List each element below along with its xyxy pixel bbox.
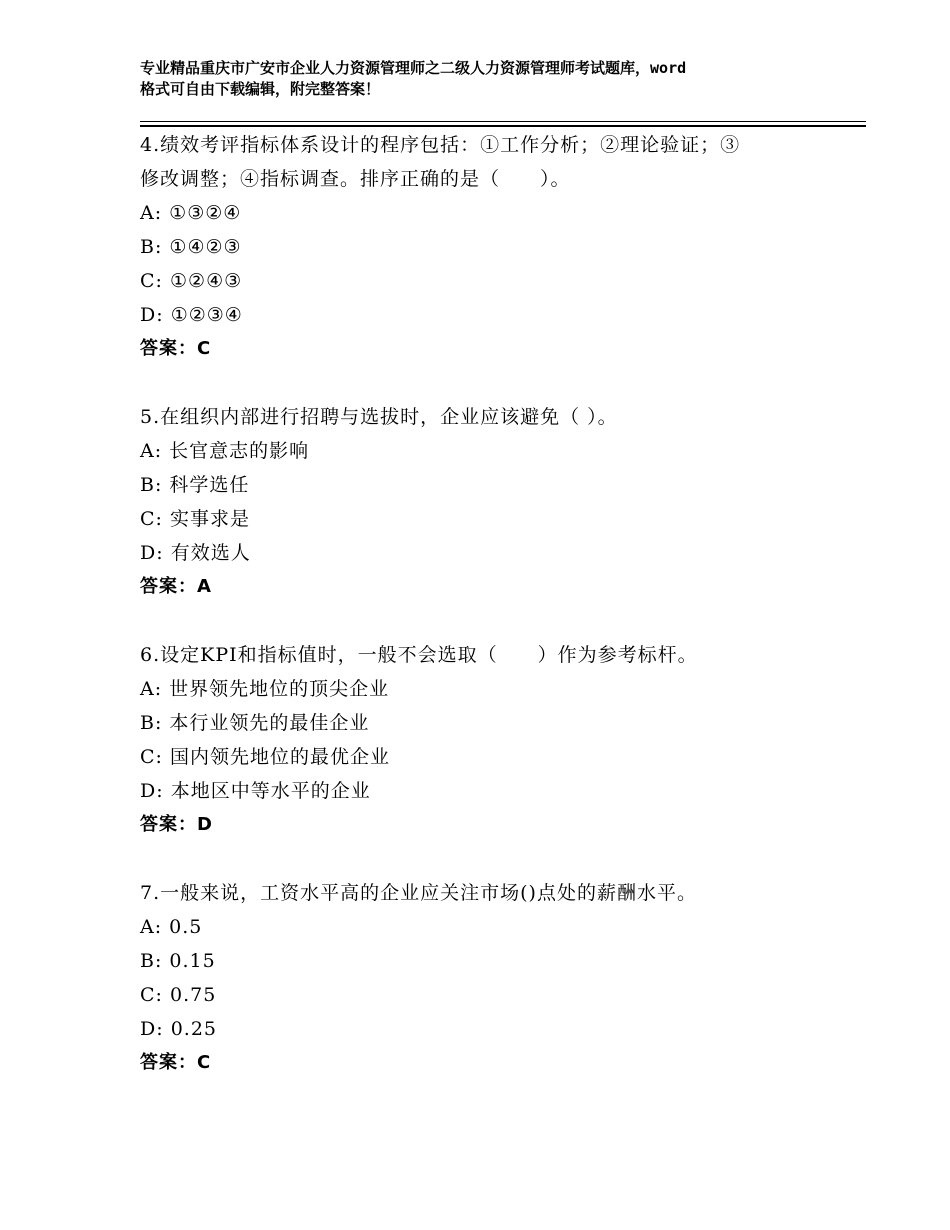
option-text: 有效选人 xyxy=(170,542,251,564)
option-b xyxy=(140,468,840,502)
option-text: ①②③④ xyxy=(170,304,243,326)
option-d xyxy=(140,536,840,570)
header-rule-thick xyxy=(140,125,866,127)
option-label: D: xyxy=(140,1018,164,1040)
header-rule-thin xyxy=(140,121,866,122)
option-text: 0.75 xyxy=(170,984,217,1006)
option-text: 本行业领先的最佳企业 xyxy=(169,712,370,734)
option-d xyxy=(140,1012,840,1046)
option-a xyxy=(140,434,840,468)
document-header xyxy=(140,58,840,100)
option-label: B: xyxy=(140,712,163,734)
option-text: 长官意志的影响 xyxy=(169,440,310,462)
option-text: ①④②③ xyxy=(169,236,242,258)
option-a xyxy=(140,672,840,706)
option-c xyxy=(140,502,840,536)
option-text: 实事求是 xyxy=(170,508,251,530)
question-text: 7.一般来说，工资水平高的企业应关注市场()点处的薪酬水平。 xyxy=(140,882,697,904)
option-label: B: xyxy=(140,950,163,972)
question-text: 6.设定KPI和指标值时，一般不会选取（ ）作为参考标杆。 xyxy=(140,644,698,666)
option-d xyxy=(140,298,840,332)
question-spacer xyxy=(140,604,840,638)
option-d xyxy=(140,774,840,808)
question-text: 4.绩效考评指标体系设计的程序包括：①工作分析；②理论验证；③ xyxy=(140,134,741,156)
option-text: 0.25 xyxy=(170,1018,217,1040)
header-line-2: 格式可自由下载编辑，附完整答案！ xyxy=(140,80,381,98)
question-text: 5.在组织内部进行招聘与选拔时，企业应该避免（ ）。 xyxy=(140,406,618,428)
question-spacer xyxy=(140,842,840,876)
question-6 xyxy=(140,638,840,842)
answer: 答案：A xyxy=(140,576,212,597)
option-label: D: xyxy=(140,304,164,326)
option-text: 0.5 xyxy=(169,916,203,938)
question-spacer xyxy=(140,366,840,400)
option-c xyxy=(140,740,840,774)
option-c xyxy=(140,978,840,1012)
question-list xyxy=(140,128,840,1080)
option-label: B: xyxy=(140,236,163,258)
option-b xyxy=(140,944,840,978)
option-label: C: xyxy=(140,508,163,530)
answer: 答案：C xyxy=(140,338,212,359)
option-text: 世界领先地位的顶尖企业 xyxy=(169,678,390,700)
option-label: C: xyxy=(140,746,163,768)
option-label: A: xyxy=(140,678,163,700)
option-label: A: xyxy=(140,202,163,224)
option-b xyxy=(140,230,840,264)
option-text: 科学选任 xyxy=(169,474,250,496)
option-text: 本地区中等水平的企业 xyxy=(170,780,371,802)
question-4 xyxy=(140,128,840,366)
option-label: D: xyxy=(140,542,164,564)
header-line-1: 专业精品重庆市广安市企业人力资源管理师之二级人力资源管理师考试题库，word xyxy=(140,59,687,77)
option-text: ①②④③ xyxy=(170,270,243,292)
question-7 xyxy=(140,876,840,1080)
option-c xyxy=(140,264,840,298)
option-text: 0.15 xyxy=(169,950,216,972)
option-label: C: xyxy=(140,984,163,1006)
answer: 答案：C xyxy=(140,1052,212,1073)
option-b xyxy=(140,706,840,740)
option-label: D: xyxy=(140,780,164,802)
option-label: B: xyxy=(140,474,163,496)
option-a xyxy=(140,910,840,944)
question-text-continued: 修改调整；④指标调查。排序正确的是（ ）。 xyxy=(140,168,571,190)
option-text: 国内领先地位的最优企业 xyxy=(170,746,391,768)
option-a xyxy=(140,196,840,230)
question-5 xyxy=(140,400,840,604)
option-text: ①③②④ xyxy=(169,202,242,224)
answer: 答案：D xyxy=(140,814,213,835)
option-label: A: xyxy=(140,916,163,938)
option-label: C: xyxy=(140,270,163,292)
option-label: A: xyxy=(140,440,163,462)
